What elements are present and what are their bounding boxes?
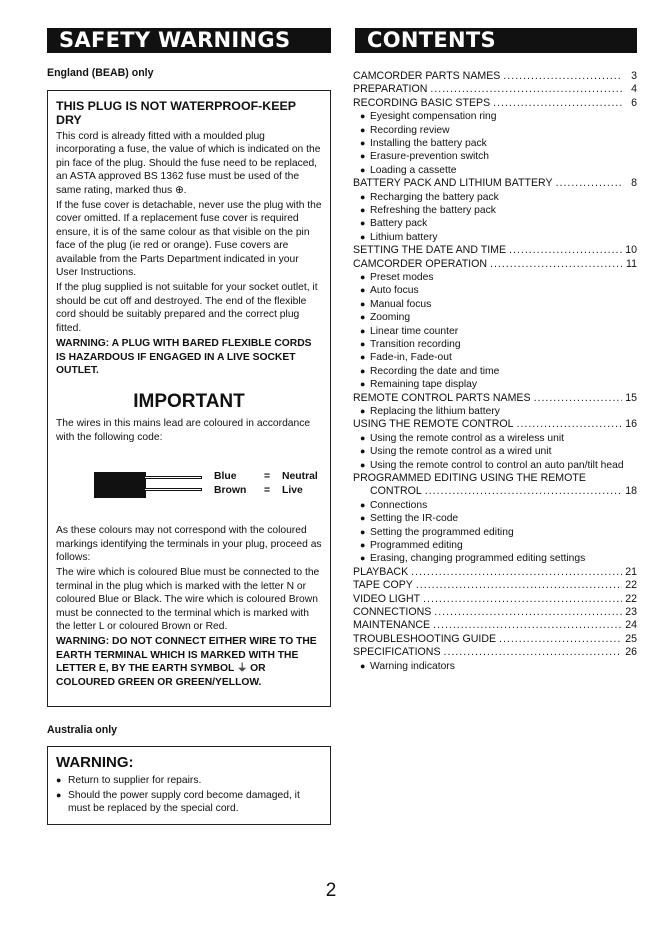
toc-leader: [499, 633, 622, 646]
plug-para-4: The wires in this mains lead are coloured in accordance with the following code:: [56, 418, 311, 443]
toc-entry[interactable]: [353, 177, 637, 190]
toc-subentry: ● Lithium battery: [353, 231, 637, 244]
toc-entry-title: REMOTE CONTROL PARTS NAMES: [353, 391, 531, 404]
toc-entry[interactable]: [353, 258, 637, 271]
toc-page-number: 6: [631, 96, 637, 109]
wire-diagram: [56, 446, 322, 524]
toc-subentry: ● Refreshing the battery pack: [353, 204, 637, 217]
safety-warnings-title: SAFETY WARNINGS: [47, 28, 331, 53]
toc-subentry: ● Programmed editing: [353, 539, 637, 552]
toc-leader: [430, 83, 622, 96]
toc-subentry: ● Using the remote control to control an auto pan/tilt head: [353, 459, 637, 472]
plug-warning-2: WARNING: DO NOT CONNECT EITHER WIRE TO THE EARTH TERMINAL WHICH IS MARKED WITH THE LETTER E, BY THE EARTH SYMBOL ⏚ OR COLOURED GREEN OR GREEN/YELLOW.: [56, 636, 317, 688]
toc-entry[interactable]: [353, 472, 637, 485]
toc-subentry: ● Zooming: [353, 311, 637, 324]
toc-subentry: ● Erasure-prevention switch: [353, 150, 637, 163]
toc-page-number: 10: [625, 244, 637, 257]
toc-entry-title: SPECIFICATIONS: [353, 646, 441, 659]
toc-page-number: 22: [625, 592, 637, 605]
toc-page-number: 25: [625, 632, 637, 645]
toc-leader: [509, 244, 622, 257]
toc-entry[interactable]: [353, 418, 637, 431]
toc-entry[interactable]: [353, 83, 637, 96]
plug-safety-box: [47, 90, 331, 707]
toc-subentry: ● Warning indicators: [353, 660, 637, 673]
toc-page-number: 4: [631, 83, 637, 96]
england-label: England (BEAB) only: [47, 67, 154, 79]
toc-page-number: 8: [631, 177, 637, 190]
toc-subentry: ● Linear time counter: [353, 325, 637, 338]
blue-wire-icon: [144, 476, 202, 479]
toc-entry-title: VIDEO LIGHT: [353, 592, 421, 605]
toc-subentry: ● Battery pack: [353, 217, 637, 230]
toc-leader: [493, 97, 622, 110]
warning-bullet-1: ● Return to supplier for repairs.: [56, 774, 322, 787]
toc-entry-title: PLAYBACK: [353, 565, 409, 578]
toc-page-number: 24: [625, 619, 637, 632]
toc-leader: [416, 579, 622, 592]
toc-entry[interactable]: [353, 619, 637, 632]
toc-entry-title: BATTERY PACK AND LITHIUM BATTERY: [353, 177, 553, 190]
toc-subentry: ● Manual focus: [353, 298, 637, 311]
toc-entry[interactable]: [353, 646, 637, 659]
cable-sheath-icon: [94, 472, 146, 498]
toc-page-number: 22: [625, 579, 637, 592]
toc-entry[interactable]: [353, 579, 637, 592]
toc-entry[interactable]: [353, 392, 637, 405]
plug-para-1: This cord is already fitted with a moulded plug incorporating a fuse, the value of which is indicated on the pin face of the plug. Should the fuse need to be replaced, an ASTA approved BS 1362 fuse must be used of the same rating, marked thus ⊕.: [56, 131, 321, 196]
toc-subentry: ● Recharging the battery pack: [353, 191, 637, 204]
toc-leader: [517, 418, 623, 431]
toc-entry[interactable]: [353, 606, 637, 619]
toc-subentry: ● Using the remote control as a wired unit: [353, 445, 637, 458]
plug-heading: THIS PLUG IS NOT WATERPROOF-KEEP DRY: [56, 99, 296, 127]
wire-code-brown: Brown = Live: [214, 485, 303, 497]
toc-page-number: 18: [625, 485, 637, 498]
toc-subentry: ● Setting the IR-code: [353, 512, 637, 525]
toc-entry-title: TAPE COPY: [353, 579, 413, 592]
toc-page-number: 15: [625, 391, 637, 404]
toc-leader: [490, 258, 622, 271]
toc-page-number: 11: [626, 257, 637, 270]
toc-subentry: ● Recording the date and time: [353, 365, 637, 378]
toc-subentry: ● Transition recording: [353, 338, 637, 351]
plug-para-6: The wire which is coloured Blue must be connected to the terminal in the plug which is marked with the letter N or coloured Blue or Black. The wire which is coloured Brown must be connected to the terminal which is marked with the letter L or coloured Brown or Red.: [56, 567, 320, 632]
toc-subentry: ● Replacing the lithium battery: [353, 405, 637, 418]
australia-label: Australia only: [47, 724, 118, 736]
toc-subentry: ● Erasing, changing programmed editing settings: [353, 552, 637, 565]
toc-subentry: ● Eyesight compensation ring: [353, 110, 637, 123]
toc-entry[interactable]: [353, 70, 637, 83]
toc-subentry: ● Using the remote control as a wireless unit: [353, 432, 637, 445]
toc-subentry: ● Recording review: [353, 124, 637, 137]
plug-para-3: If the plug supplied is not suitable for your socket outlet, it should be cut off and destroyed. The end of the flexible cord should be suitably prepared and the correct plug fitted.: [56, 282, 318, 334]
plug-para-5: As these colours may not correspond with the coloured markings identifying the terminals in your plug, proceed as follows:: [56, 525, 322, 563]
toc-page-number: 26: [625, 646, 637, 659]
toc-subentry: ● Installing the battery pack: [353, 137, 637, 150]
toc-entry-continued[interactable]: [353, 485, 637, 498]
toc-leader: [434, 606, 622, 619]
contents-list: [353, 70, 637, 673]
toc-entry[interactable]: [353, 566, 637, 579]
toc-leader: [423, 593, 622, 606]
toc-entry-title: CAMCORDER PARTS NAMES: [353, 70, 501, 82]
plug-para-2: If the fuse cover is detachable, never use the plug with the cover omitted. If a replacement fuse cover is required ensure, it is of the same colour as that visible on the pin face of the plug (ie red or orange). Fuse covers are available from the Parts Department indicated in your User Instructions.: [56, 200, 322, 279]
toc-page-number: 16: [625, 418, 637, 431]
toc-entry-title: MAINTENANCE: [353, 619, 431, 632]
toc-leader: [556, 177, 622, 190]
brown-wire-icon: [144, 488, 202, 491]
toc-subentry: ● Setting the programmed editing: [353, 526, 637, 539]
plug-warning-1: WARNING: A PLUG WITH BARED FLEXIBLE CORDS IS HAZARDOUS IF ENGAGED IN A LIVE SOCKET OUTLET.: [56, 338, 312, 376]
toc-subentry: ● Auto focus: [353, 284, 637, 297]
page-number: 2: [325, 880, 337, 901]
toc-leader: [503, 70, 622, 83]
toc-entry-title: RECORDING BASIC STEPS: [353, 96, 491, 109]
warning-title: WARNING:: [56, 754, 134, 771]
toc-subentry: ● Loading a cassette: [353, 164, 637, 177]
toc-entry[interactable]: [353, 97, 637, 110]
toc-page-number: 21: [625, 565, 637, 578]
toc-leader: [534, 392, 622, 405]
wire-code-blue: Blue = Neutral: [214, 471, 318, 483]
toc-entry-title: SETTING THE DATE AND TIME: [353, 244, 507, 257]
toc-leader: [433, 619, 622, 632]
toc-page-number: 3: [631, 70, 637, 82]
toc-leader: [411, 566, 622, 579]
australia-warning-box: [47, 746, 331, 825]
toc-subentry: ● Fade-in, Fade-out: [353, 351, 637, 364]
warning-bullet-2: ● Should the power supply cord become damaged, it must be replaced by the special cord.: [56, 789, 322, 815]
toc-entry-title: CAMCORDER OPERATION: [353, 257, 487, 270]
toc-entry[interactable]: [353, 633, 637, 646]
toc-entry[interactable]: [353, 244, 637, 257]
toc-entry-title: TROUBLESHOOTING GUIDE: [353, 632, 497, 645]
toc-entry-title-cont: CONTROL: [370, 485, 422, 498]
toc-subentry: ● Remaining tape display: [353, 378, 637, 391]
toc-subentry: ● Preset modes: [353, 271, 637, 284]
toc-leader: [425, 485, 622, 498]
toc-entry-title: USING THE REMOTE CONTROL: [353, 418, 514, 431]
contents-title: CONTENTS: [355, 28, 637, 53]
important-title: IMPORTANT: [133, 391, 245, 413]
toc-entry-title: PROGRAMMED EDITING USING THE REMOTE: [353, 472, 586, 485]
toc-leader: [444, 646, 622, 659]
toc-entry-title: PREPARATION: [353, 83, 428, 96]
toc-entry-title: CONNECTIONS: [353, 606, 432, 619]
toc-page-number: 23: [625, 606, 637, 619]
toc-subentry: ● Connections: [353, 499, 637, 512]
toc-entry[interactable]: [353, 593, 637, 606]
